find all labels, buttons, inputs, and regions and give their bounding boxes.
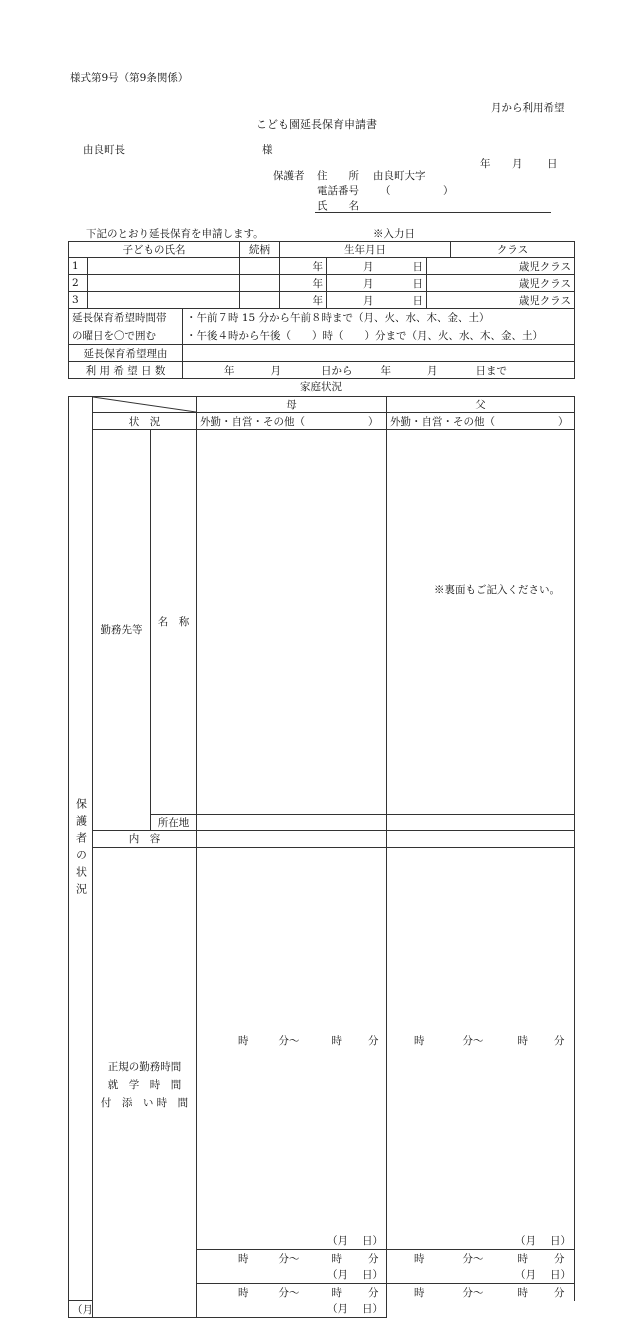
footer-note: ※裏面もご記入ください。 xyxy=(434,585,560,596)
date-month: 月 xyxy=(512,159,523,170)
days-month-1: 月 xyxy=(271,365,282,377)
child-name-cell[interactable] xyxy=(88,258,240,275)
table-row xyxy=(69,258,575,275)
diagonal-header-cell xyxy=(93,397,197,413)
birth-year[interactable]: 年 xyxy=(280,275,327,292)
birth-day[interactable]: 日 xyxy=(377,258,427,275)
days-label: 利 用 希 望 日 数 xyxy=(69,362,183,379)
class-cell[interactable]: 歳児クラス xyxy=(427,275,575,292)
name-field[interactable] xyxy=(315,212,551,213)
time-label-1: 延長保育希望時間帯 xyxy=(69,309,183,327)
usage-month: 月から利用希望 xyxy=(491,103,565,114)
child-name-cell[interactable] xyxy=(88,292,240,309)
reason-label: 延長保育希望理由 xyxy=(69,345,183,362)
content-label: 内 容 xyxy=(93,830,197,847)
guardian-status-side-label: 保護者の状況 xyxy=(69,397,93,1301)
hours-label-attendance xyxy=(96,1094,193,1112)
hours-label xyxy=(93,847,197,1318)
mother-workplace-location[interactable] xyxy=(197,814,387,830)
father-hours-2-time[interactable] xyxy=(387,1250,575,1267)
name-label: 氏 名 xyxy=(317,201,359,212)
mother-content[interactable] xyxy=(197,830,387,847)
child-name-cell[interactable] xyxy=(88,275,240,292)
header-birth: 生年月日 xyxy=(280,242,451,258)
header-class: クラス xyxy=(451,242,575,258)
father-content[interactable] xyxy=(387,830,575,847)
class-cell[interactable]: 歳児クラス xyxy=(427,258,575,275)
hours-label-regular xyxy=(96,1058,193,1076)
father-hours-2-day[interactable] xyxy=(387,1267,575,1284)
form-number: 様式第9号（第9条関係） xyxy=(70,73,188,84)
father-hours-3-day[interactable] xyxy=(197,1301,387,1318)
birth-day[interactable]: 日 xyxy=(377,292,427,309)
birth-month[interactable]: 月 xyxy=(327,275,377,292)
honorific: 様 xyxy=(262,145,273,156)
addressee: 由良町長 xyxy=(83,145,125,156)
father-hours-1-day[interactable] xyxy=(387,1233,575,1250)
time-option-2[interactable]: ・午後４時から午後（ ）時（ ）分まで（月、火、水、木、金、土） xyxy=(183,327,575,345)
relation-cell[interactable] xyxy=(240,275,280,292)
birth-month[interactable]: 月 xyxy=(327,292,377,309)
father-workplace-location[interactable] xyxy=(387,814,575,830)
header-relation: 続柄 xyxy=(240,242,280,258)
family-section-title: 家庭状況 xyxy=(300,382,342,393)
mother-hours-3-day[interactable] xyxy=(69,1301,93,1318)
row-number: 1 xyxy=(69,258,88,275)
mother-hours-3-time[interactable] xyxy=(197,1284,387,1301)
father-header: 父 xyxy=(387,397,575,413)
mother-header: 母 xyxy=(197,397,387,413)
days-to: 日まで xyxy=(476,365,508,377)
diagonal-line xyxy=(93,397,196,412)
input-date-label: ※入力日 xyxy=(373,229,415,240)
reason-field[interactable] xyxy=(183,345,575,362)
father-hours-3-time[interactable] xyxy=(387,1284,575,1301)
birth-year[interactable]: 年 xyxy=(280,258,327,275)
header-child-name: 子どもの氏名 xyxy=(69,242,240,258)
page-title: こども園延長保育申請書 xyxy=(256,119,377,130)
table-row xyxy=(69,292,575,309)
days-year-1: 年 xyxy=(224,365,235,377)
hours-label-school xyxy=(96,1076,193,1094)
mother-hours-1-day[interactable] xyxy=(197,1233,387,1250)
applicant-label: 保護者 xyxy=(273,171,305,182)
days-month-2: 月 xyxy=(427,365,438,377)
intro-text: 下記のとおり延長保育を申請します。 xyxy=(86,229,264,240)
date-day: 日 xyxy=(547,159,558,170)
workplace-name-label: 名 称 xyxy=(151,430,197,815)
row-number: 2 xyxy=(69,275,88,292)
phone-field[interactable]: （ ） xyxy=(380,186,454,197)
birth-year[interactable]: 年 xyxy=(280,292,327,309)
days-field[interactable] xyxy=(183,362,575,379)
days-from: 日から xyxy=(321,365,353,377)
row-number: 3 xyxy=(69,292,88,309)
date-year: 年 xyxy=(480,159,491,170)
time-table xyxy=(68,308,575,379)
class-cell[interactable]: 歳児クラス xyxy=(427,292,575,309)
table-row xyxy=(69,275,575,292)
time-option-1[interactable]: ・午前７時 15 分から午前８時まで（月、火、水、木、金、土） xyxy=(183,309,575,327)
relation-cell[interactable] xyxy=(240,258,280,275)
father-hours-1-time[interactable] xyxy=(387,847,575,1233)
workplace-location-label: 所在地 xyxy=(151,814,197,830)
workplace-label: 勤務先等 xyxy=(93,430,151,831)
birth-day[interactable]: 日 xyxy=(377,275,427,292)
mother-hours-2-time[interactable] xyxy=(197,1250,387,1267)
days-year-2: 年 xyxy=(381,365,392,377)
mother-workplace-name[interactable] xyxy=(197,430,387,815)
family-table xyxy=(68,396,575,1318)
address-label: 住 所 xyxy=(317,171,359,182)
relation-cell[interactable] xyxy=(240,292,280,309)
children-table xyxy=(68,241,575,309)
phone-label: 電話番号 xyxy=(317,186,359,197)
status-label: 状 況 xyxy=(93,413,197,430)
mother-hours-1-time[interactable] xyxy=(197,847,387,1233)
birth-month[interactable]: 月 xyxy=(327,258,377,275)
address-value[interactable]: 由良町大字 xyxy=(373,171,426,182)
time-label-2: の曜日を〇で囲む xyxy=(69,327,183,345)
father-workplace-name[interactable] xyxy=(387,430,575,815)
mother-status[interactable]: 外勤・自営・その他（ ） xyxy=(197,413,387,430)
mother-hours-2-day[interactable] xyxy=(197,1267,387,1284)
father-status[interactable]: 外勤・自営・その他（ ） xyxy=(387,413,575,430)
